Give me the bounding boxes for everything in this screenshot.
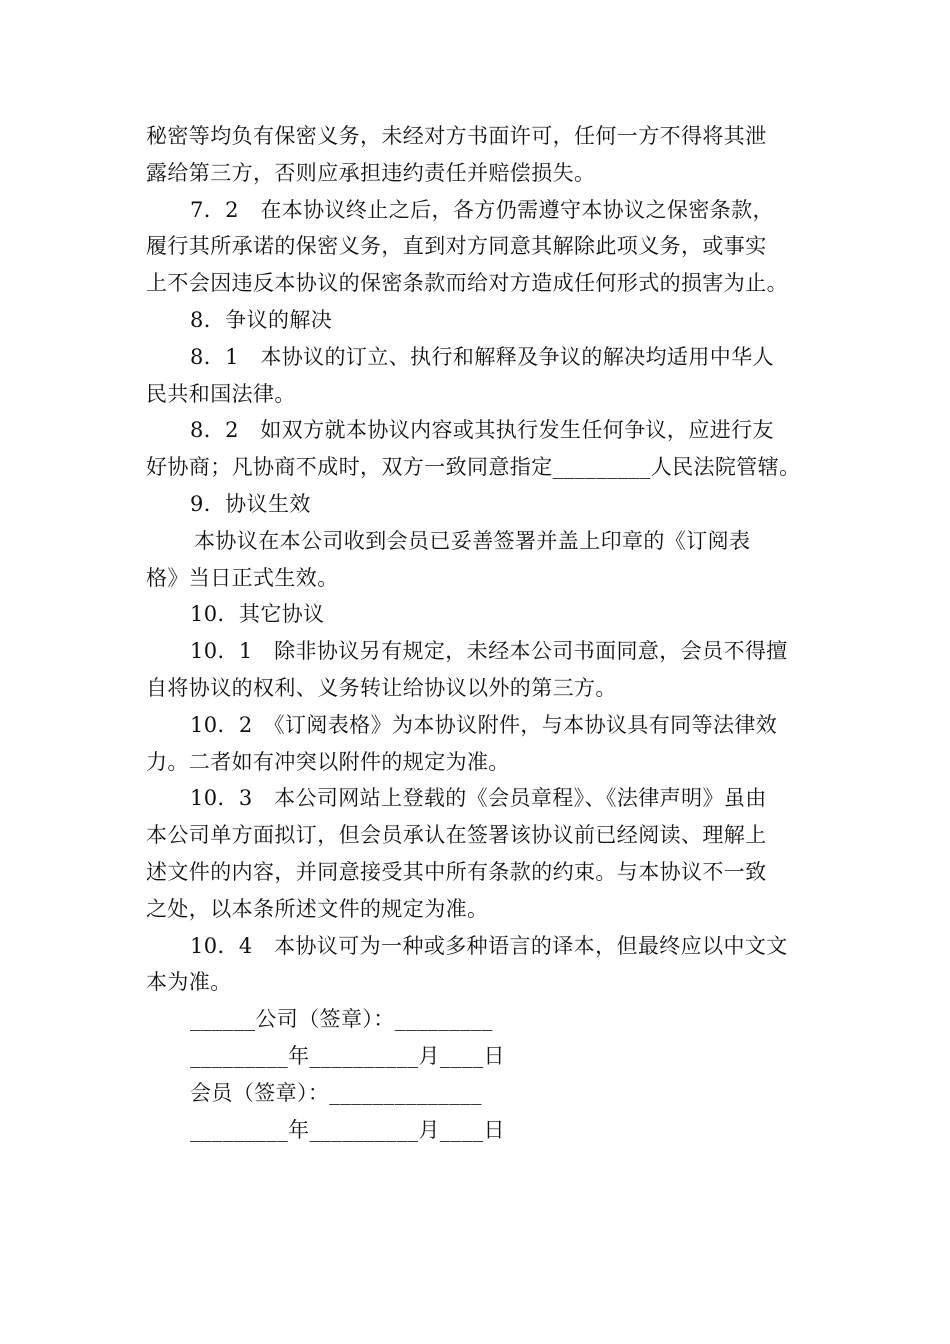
clause-10-2: 10．2 《订阅表格》为本协议附件，与本协议具有同等法律效 — [190, 712, 778, 737]
body-line: 述文件的内容，并同意接受其中所有条款的约束。与本协议不一致 — [146, 859, 767, 884]
document-page — [146, 118, 811, 1148]
company-date-line: _________年__________月____日 — [190, 1043, 505, 1068]
clause-9-body: 本协议在本公司收到会员已妥善签署并盖上印章的《订阅表 — [194, 528, 751, 553]
body-line: 自将协议的权利、义务转让给协议以外的第三方。 — [146, 675, 617, 700]
clause-10-4: 10．4 本协议可为一种或多种语言的译本，但最终应以中文文 — [190, 933, 788, 958]
clause-8-1: 8．1 本协议的订立、执行和解释及争议的解决均适用中华人 — [190, 344, 774, 369]
clause-8-2: 8．2 如双方就本协议内容或其执行发生任何争议，应进行友 — [190, 418, 774, 443]
body-line: 之处，以本条所述文件的规定为准。 — [146, 896, 489, 921]
clause-7-2: 7．2 在本协议终止之后，各方仍需遵守本协议之保密条款， — [190, 197, 774, 222]
body-line: 民共和国法律。 — [146, 381, 296, 406]
section-heading-9: 9．协议生效 — [190, 491, 311, 516]
member-date-line: _________年__________月____日 — [190, 1117, 505, 1142]
body-line: 露给第三方，否则应承担违约责任并赔偿损失。 — [146, 160, 596, 185]
body-line: 履行其所承诺的保密义务，直到对方同意其解除此项义务，或事实 — [146, 234, 767, 259]
body-line: 力。二者如有冲突以附件的规定为准。 — [146, 749, 510, 774]
body-line: 本公司单方面拟订，但会员承认在签署该协议前已经阅读、理解上 — [146, 823, 767, 848]
member-signature-line: 会员（签章）：______________ — [190, 1080, 482, 1105]
body-line: 上不会因违反本协议的保密条款而给对方造成任何形式的损害为止。 — [146, 271, 788, 296]
body-line: 本为准。 — [146, 970, 232, 995]
clause-10-3: 10．3 本公司网站上登载的《会员章程》、《法律声明》虽由 — [190, 786, 767, 811]
clause-10-1: 10．1 除非协议另有规定，未经本公司书面同意，会员不得擅 — [190, 639, 788, 664]
body-line: 格》当日正式生效。 — [146, 565, 339, 590]
body-line: 好协商；凡协商不成时，双方一致同意指定_________人民法院管辖。 — [146, 455, 801, 480]
section-heading-10: 10．其它协议 — [190, 602, 325, 627]
body-line: 秘密等均负有保密义务，未经对方书面许可，任何一方不得将其泄 — [146, 124, 767, 148]
company-signature-line: ______公司（签章）：_________ — [190, 1007, 493, 1032]
section-heading-8: 8．争议的解决 — [190, 307, 333, 332]
